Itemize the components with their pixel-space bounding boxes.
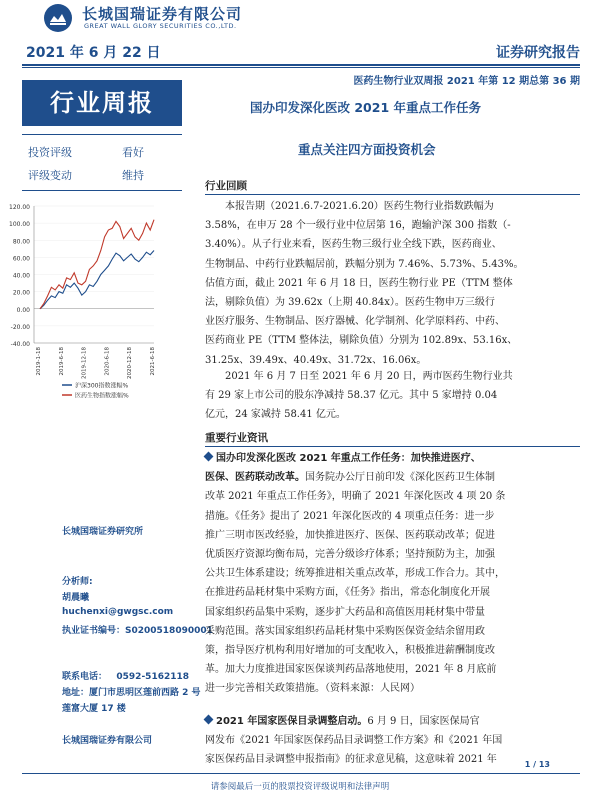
x-tick-label: 2019-1-18 [36,347,42,376]
paragraph-line: 改革 2021 年重点工作任务》，明确了 2021 年深化医改 4 项 20 条 [205,491,506,503]
paragraph-line: 医药商业 PE（TTM 整体法，剔除负值）分别为 102.89x、53.16x、 [205,335,518,347]
rating-label: 投资评级 [28,146,72,159]
y-tick-label: 80.00 [12,238,30,246]
paragraph-line: 生物制品、中药行业跌幅居前，跌幅分别为 7.46%、5.73%、5.43%。 [205,258,524,270]
header-divider-thin [22,67,580,68]
bullet-diamond-icon [204,715,214,725]
paragraph-line: 措施。《任务》提出了 2021 年深化医改的 4 项重点任务：进一步 [205,510,495,522]
section-heading-review: 行业回顾 [205,180,247,192]
y-tick-label: 100.00 [9,221,30,229]
section-divider-news [205,446,580,447]
news-item-2 [205,712,575,770]
analyst-name: 胡晨曦 [62,593,90,603]
report-type: 证券研究报告 [496,45,580,61]
y-tick-label: 40.00 [12,272,30,280]
rating-change-value: 维持 [122,169,144,182]
rating-divider-bottom [22,190,182,191]
rating-change-label: 评级变动 [28,169,72,182]
y-tick-label: 0.00 [16,306,30,314]
paragraph-line: 有 29 家上市公司的股东净减持 58.37 亿元。其中 5 家增持 0.04 [205,390,498,402]
paragraph-line: 优质医疗资源均衡布局，完善分级诊疗体系；坚持预防为主，加强 [205,549,495,561]
news-1-headline: 国办印发深化医改 2021 年重点工作任务：加快推进医疗、 [216,453,481,464]
paragraph-review [205,197,575,370]
paragraph-line: 策，指导医疗机构利用好增加的可支配收入，积极推进薪酬制度改 [205,645,495,657]
paragraph-holdings [205,367,575,425]
y-tick-label: -40.00 [10,341,30,348]
paragraph-line: 进一步完善相关政策措施。（资料来源：人民网） [205,683,420,695]
news-1-body [205,487,575,698]
news-2-lead: 6 月 9 日，国家医保局官 [367,716,480,727]
institute-name: 长城国瑞证券研究所 [62,527,144,537]
paragraph-line: 革。加大力度推进国家医保谈判药品落地使用，2021 年 8 月底前 [205,664,497,676]
analyst-email[interactable]: huchenxi@gwgsc.com [62,607,174,617]
news-2-headline: 2021 年国家医保目录调整启动。 [216,716,368,727]
great-wall-logo-icon [44,4,72,32]
report-title: 国办印发深化医改 2021 年重点工作任务 [250,100,481,115]
analyst-cert: 执业证书编号：S0200518090001 [62,626,213,636]
contact-phone: 联系电话： 0592-5162118 [62,672,190,682]
news-2-body [205,731,575,769]
bullet-diamond-icon [204,452,214,462]
paragraph-line: 3.40%）。从子行业来看，医药生物三级行业全线下跌，医药商业、 [205,239,502,251]
paragraph-line: 公共卫生体系建设；统筹推进相关重点改革，形成工作合力。其中， [205,568,505,580]
paragraph-line: 法，剔除负值）为 39.62x（上期 40.84x）。医药生物申万三级行 [205,297,495,309]
section-divider [205,194,580,195]
company-name-bottom: 长城国瑞证券有限公司 [62,736,153,746]
paragraph-line: 采购范围。落实国家组织药品耗材集中采购医保资金结余留用政 [205,625,485,637]
y-tick-label: -20.00 [10,323,30,331]
company-name-en: GREAT WALL GLORY SECURITIES CO.,LTD. [84,22,237,30]
paragraph-line: 估值方面，截止 2021 年 6 月 18 日，医药生物行业 PE（TTM 整体 [205,277,513,289]
footer-divider [22,773,580,774]
y-tick-label: 60.00 [12,255,30,263]
section-heading-news: 重要行业资讯 [205,432,268,444]
x-tick-label: 2019-6-18 [58,347,65,376]
contact-address: 地址：厦门市思明区莲前西路 2 号 [62,688,201,698]
rating-divider-top [22,134,182,135]
report-badge: 行业周报 [22,80,182,126]
paragraph-line: 3.58%，在申万 28 个一级行业中位居第 16，跑输沪深 300 指数（- [205,220,511,232]
report-period: 医药生物行业双周报 2021 年第 12 期总第 36 期 [353,76,580,87]
paragraph-line: 国家组织药品集中采购，逐步扩大药品和高值医用耗材集中带量 [205,606,485,618]
x-tick-label: 2020-6-18 [104,347,111,376]
paragraph-line: 家医保药品目录调整申报指南》的征求意见稿，这意味着 2021 年 [205,754,497,766]
report-date: 2021 年 6 月 22 日 [26,45,161,61]
x-tick-label: 2020-12-18 [127,347,134,379]
y-tick-label: 120.00 [9,204,30,211]
news-item-1 [205,449,575,699]
paragraph-line: 2021 年 6 月 7 日至 2021 年 6 月 20 日，两市医药生物行业共 [225,371,513,382]
report-subtitle: 重点关注四方面投资机会 [298,142,436,157]
header-divider [22,64,580,66]
legend-label: 医药生物指数涨幅% [75,392,129,400]
paragraph-line: 本报告期（2021.6.7-2021.6.20）医药生物行业指数跌幅为 [225,201,494,212]
paragraph-line: 亿元，24 家减持 58.41 亿元。 [205,409,346,421]
paragraph-line: 推广三明市医改经验，加快推进医疗、医保、医药联动改革；促进 [205,529,495,541]
legend-label: 沪深300指数涨幅% [75,382,129,390]
paragraph-line: 31.25x、39.49x、40.49x、31.72x、16.06x。 [205,354,427,366]
paragraph-line: 在推进药品耗材集中采购方面，《任务》指出，常态化制度化开展 [205,587,490,599]
index-performance-chart [4,196,184,411]
x-tick-label: 2021-6-18 [150,347,156,376]
news-1-lead: 国务院办公厅日前印发《深化医药卫生体制 [305,472,495,484]
contact-address-2: 莲富大厦 17 楼 [62,704,126,714]
rating-value: 看好 [122,146,144,159]
x-tick-label: 2019-12-18 [81,347,88,379]
news-1-headline-2: 医保、医药联动改革。 [205,472,305,484]
company-logo [44,4,72,32]
paragraph-line: 网发布《2021 年国家医保药品目录调整工作方案》和《2021 年国 [205,735,503,747]
footer-disclaimer: 请参阅最后一页的股票投资评级说明和法律声明 [210,782,390,792]
company-name-cn: 长城国瑞证券有限公司 [82,5,243,23]
analyst-label: 分析师: [62,577,93,587]
paragraph-line: 业医疗服务、生物制品、医疗器械、化学制剂、化学原料药、中药、 [205,316,505,328]
page-number: 1 / 13 [524,760,550,769]
y-tick-label: 20.00 [12,289,30,297]
